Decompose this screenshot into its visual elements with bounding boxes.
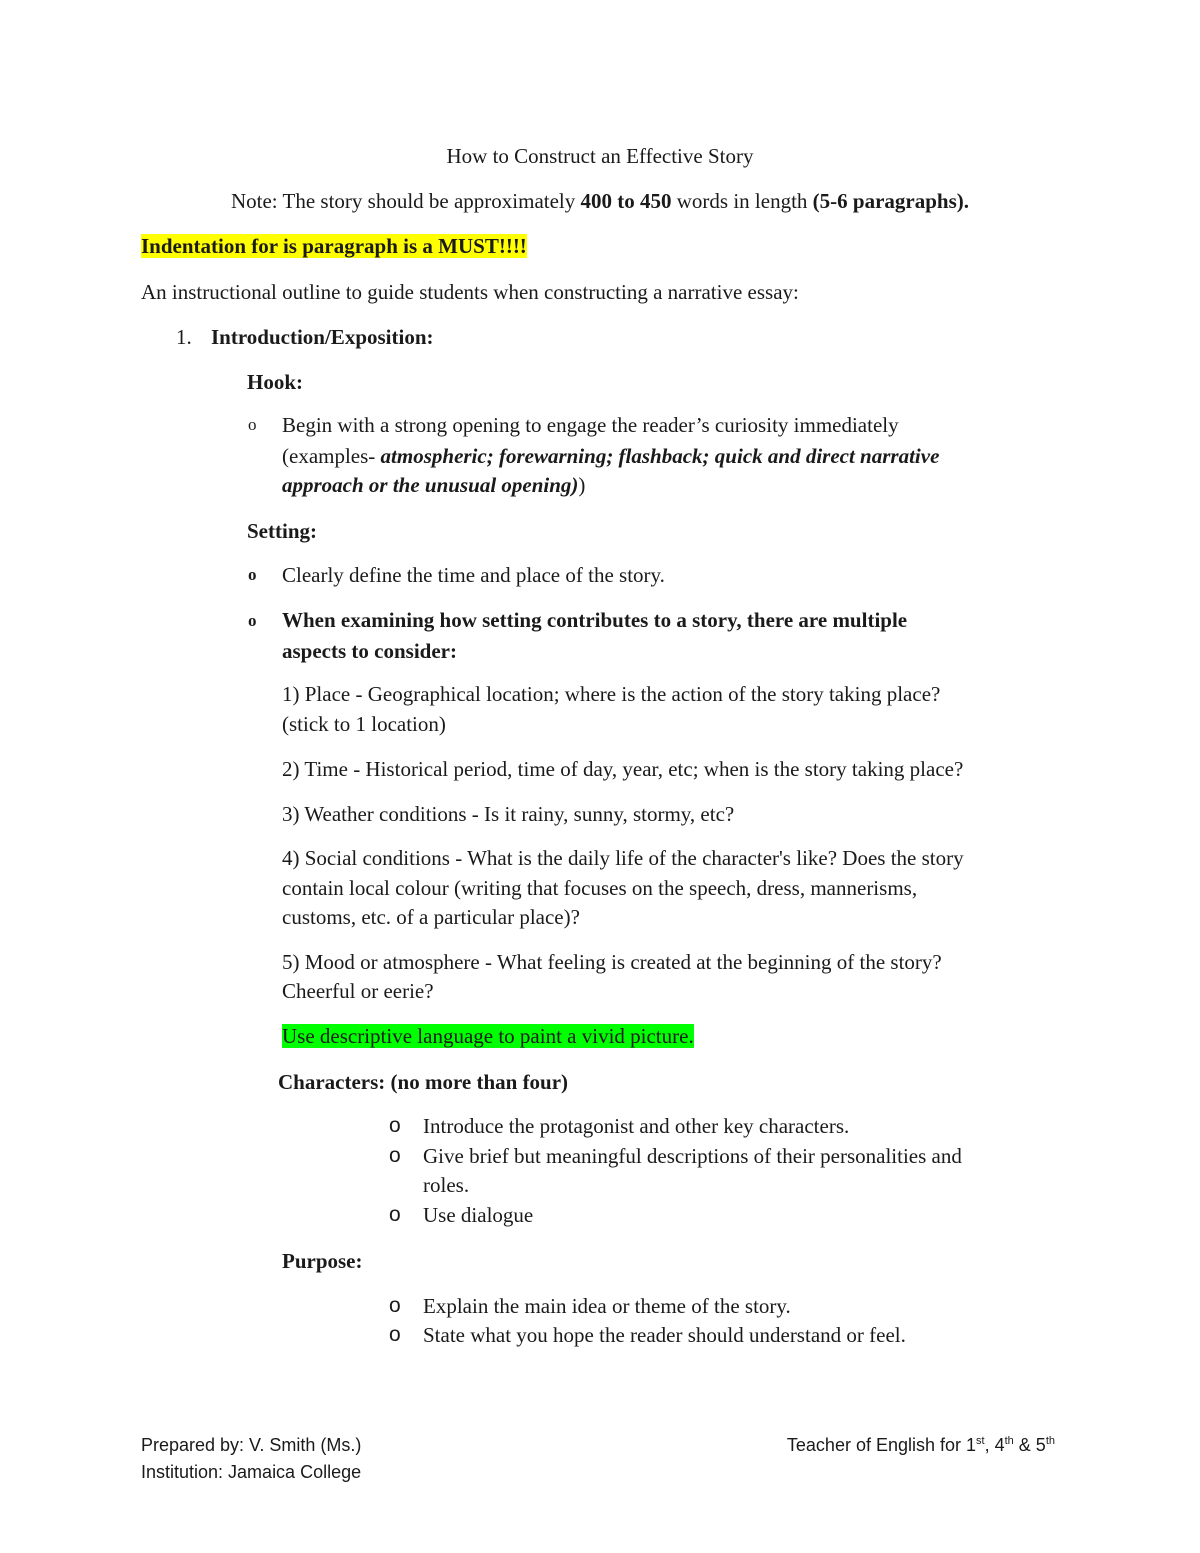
hook-bullet-icon (248, 415, 257, 435)
hook-bullet-marker: o (248, 415, 257, 434)
intro-line-text: An instructional outline to guide students when constructing a narrative essay: (141, 280, 799, 304)
characters-bullet-marker: o (389, 1144, 401, 1167)
hook-line-2 (282, 441, 939, 471)
characters-item-text: Introduce the protagonist and other key characters. (423, 1114, 850, 1138)
characters-bullet-icon (389, 1200, 401, 1230)
descriptive-tip (282, 1021, 694, 1051)
intro-line (141, 277, 799, 307)
aspect-social-3 (282, 902, 580, 932)
purpose-heading-text: Purpose: (282, 1249, 363, 1273)
aspect-weather-text: 3) Weather conditions - Is it rainy, sunny, stormy, etc? (282, 802, 735, 826)
aspect-social-text-2: contain local colour (writing that focuses on the speech, dress, mannerisms, (282, 876, 918, 900)
characters-bullet-icon (389, 1111, 401, 1141)
hook-examples-emphasis-2: approach or the unusual opening) (282, 473, 579, 497)
title-text: How to Construct an Effective Story (446, 144, 754, 168)
purpose-item-text: State what you hope the reader should understand or feel. (423, 1323, 906, 1347)
hook-examples-suffix: ) (578, 473, 586, 497)
characters-heading-text: Characters: (no more than four) (278, 1070, 569, 1094)
aspect-social (282, 843, 964, 873)
setting-heading (247, 516, 317, 546)
footer-sup: th (1045, 1435, 1055, 1447)
purpose-heading (282, 1246, 363, 1276)
purpose-item-text: Explain the main idea or theme of the story. (423, 1294, 791, 1318)
footer-sep: , 4 (984, 1435, 1005, 1455)
characters-bullet-icon (389, 1141, 401, 1171)
footer-institution-text: Institution: Jamaica College (141, 1462, 362, 1482)
page-title (0, 141, 1200, 171)
indentation-warning-text: Indentation for is paragraph is a MUST!!!! (141, 234, 527, 258)
note-prefix: Note: The story should be approximately (230, 189, 581, 213)
setting-bullet-2-line-2 (282, 636, 457, 666)
aspect-place (282, 679, 940, 709)
purpose-item (423, 1291, 791, 1321)
characters-item (423, 1141, 962, 1171)
section-heading (211, 322, 434, 352)
setting-bullet-2-text: When examining how setting contributes to a story, there are multiple (282, 608, 908, 632)
aspect-social-2 (282, 873, 917, 903)
hook-line-3 (282, 470, 585, 500)
aspect-social-text: 4) Social conditions - What is the daily life of the character's like? Does the story (282, 846, 964, 870)
hook-line-1 (282, 410, 899, 440)
section-number (176, 322, 192, 352)
setting-bullet-1-text: Clearly define the time and place of the story. (282, 563, 665, 587)
characters-item-cont (423, 1170, 469, 1200)
section-number-text: 1. (176, 325, 192, 349)
purpose-bullet-icon (389, 1291, 401, 1321)
aspect-place-text-2: (stick to 1 location) (282, 712, 446, 736)
aspect-mood (282, 947, 942, 977)
aspect-mood-text-2: Cheerful or eerie? (282, 979, 434, 1003)
purpose-item (423, 1320, 906, 1350)
hook-heading-text: Hook: (247, 370, 304, 394)
purpose-bullet-icon (389, 1320, 401, 1350)
setting-bullet-2-line-1 (282, 605, 907, 635)
aspect-place-text: 1) Place - Geographical location; where is the action of the story taking place? (282, 682, 941, 706)
characters-bullet-marker: o (389, 1203, 401, 1226)
hook-examples-emphasis: atmospheric; forewarning; flashback; quick and direct narrative (380, 444, 940, 468)
note-middle: words in length (671, 189, 813, 213)
footer-sup: st (976, 1435, 985, 1447)
hook-heading (247, 367, 303, 397)
characters-item-text: roles. (423, 1173, 470, 1197)
footer-institution (141, 1459, 361, 1485)
setting-bullet-marker: o (248, 565, 257, 584)
descriptive-tip-text: Use descriptive language to paint a vivid picture. (282, 1024, 694, 1048)
purpose-bullet-marker: o (389, 1294, 401, 1317)
setting-bullet-marker: o (248, 611, 257, 630)
aspect-mood-text: 5) Mood or atmosphere - What feeling is created at the beginning of the story? (282, 950, 942, 974)
setting-heading-text: Setting: (247, 519, 317, 543)
length-note (0, 186, 1200, 216)
aspect-social-text-3: customs, etc. of a particular place)? (282, 905, 580, 929)
setting-bullet-icon (248, 611, 257, 631)
purpose-bullet-marker: o (389, 1323, 401, 1346)
footer-prepared-by (141, 1432, 361, 1458)
aspect-mood-2 (282, 976, 434, 1006)
setting-bullet-2-text-2: aspects to consider: (282, 639, 457, 663)
setting-bullet-icon (248, 565, 257, 585)
characters-heading (278, 1067, 568, 1097)
aspect-time-text: 2) Time - Historical period, time of day, year, etc; when is the story taking place? (282, 757, 964, 781)
hook-examples-prefix: (examples- (282, 444, 381, 468)
aspect-weather (282, 799, 734, 829)
footer-sup: th (1004, 1435, 1014, 1447)
characters-item-text: Use dialogue (423, 1203, 534, 1227)
footer-prepared-by-text: Prepared by: V. Smith (Ms.) (141, 1435, 362, 1455)
note-word-range: 400 to 450 (580, 189, 672, 213)
aspect-time (282, 754, 963, 784)
note-paragraphs: (5-6 paragraphs). (812, 189, 970, 213)
section-heading-text: Introduction/Exposition: (211, 325, 434, 349)
footer-teacher (787, 1432, 1055, 1458)
characters-bullet-marker: o (389, 1114, 401, 1137)
characters-item-text: Give brief but meaningful descriptions of their personalities and (423, 1144, 962, 1168)
setting-bullet-1 (282, 560, 665, 590)
footer-sep: & 5 (1013, 1435, 1046, 1455)
hook-line-1-text: Begin with a strong opening to engage the reader’s curiosity immediately (282, 413, 899, 437)
characters-item (423, 1111, 849, 1141)
characters-item (423, 1200, 533, 1230)
aspect-place-2 (282, 709, 446, 739)
footer-teacher-prefix: Teacher of English for 1 (786, 1435, 977, 1455)
indentation-warning (141, 231, 527, 261)
